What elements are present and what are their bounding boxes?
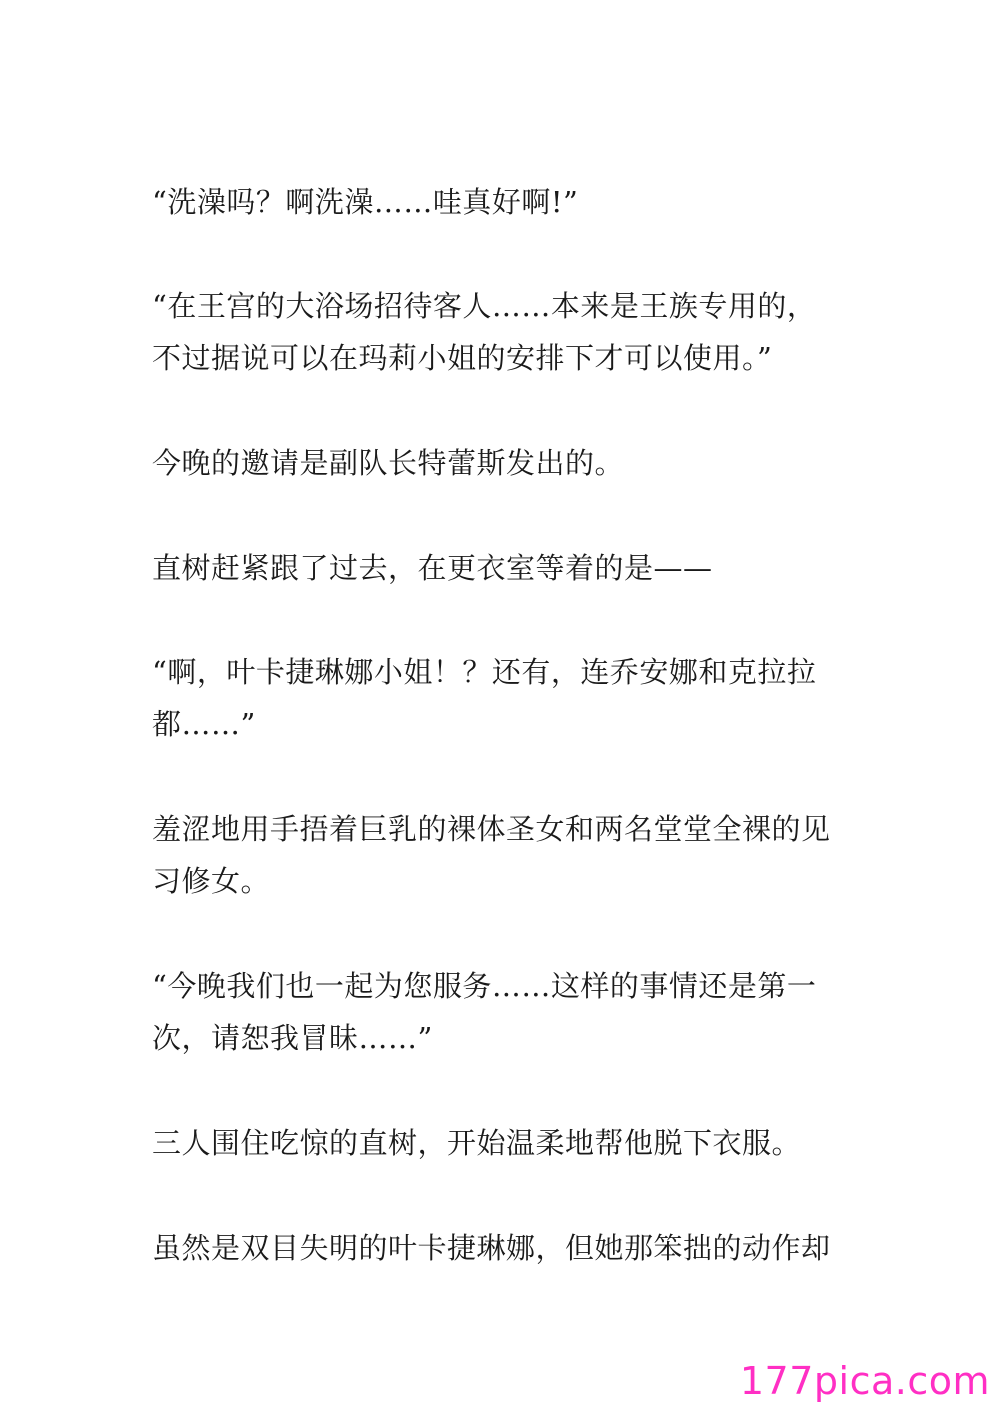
text-line: 今晚的邀请是副队长特蕾斯发出的。 — [152, 446, 625, 480]
paragraph-5 — [152, 646, 862, 750]
paragraph-9 — [152, 1222, 862, 1274]
text-line: 习修女。 — [152, 864, 271, 898]
text-line: 直树赶紧跟了过去，在更衣室等着的是—— — [152, 551, 713, 585]
paragraph-1 — [152, 176, 862, 228]
text-line: “啊，叶卡捷琳娜小姐！？还有，连乔安娜和克拉拉 — [152, 655, 817, 689]
text-line: “在王宫的大浴场招待客人……本来是王族专用的， — [152, 289, 817, 323]
text-line: 次，请恕我冒昧……” — [152, 1021, 433, 1055]
text-line: 不过据说可以在玛莉小姐的安排下才可以使用。” — [152, 341, 773, 375]
paragraph-2 — [152, 280, 862, 384]
text-line: 羞涩地用手捂着巨乳的裸体圣女和两名堂堂全裸的见 — [152, 812, 831, 846]
paragraph-7 — [152, 960, 862, 1064]
text-line: 虽然是双目失明的叶卡捷琳娜，但她那笨拙的动作却 — [152, 1231, 831, 1265]
paragraph-3 — [152, 437, 862, 489]
paragraph-6 — [152, 803, 862, 907]
paragraph-8 — [152, 1117, 862, 1169]
text-line: “洗澡吗？啊洗澡……哇真好啊!” — [152, 185, 579, 219]
text-line: “今晚我们也一起为您服务……这样的事情还是第一 — [152, 969, 817, 1003]
text-line: 三人围住吃惊的直树，开始温柔地帮他脱下衣服。 — [152, 1126, 802, 1160]
text-line: 都……” — [152, 707, 256, 741]
paragraph-4 — [152, 542, 862, 594]
watermark-text: 177pica.com — [739, 1359, 990, 1403]
